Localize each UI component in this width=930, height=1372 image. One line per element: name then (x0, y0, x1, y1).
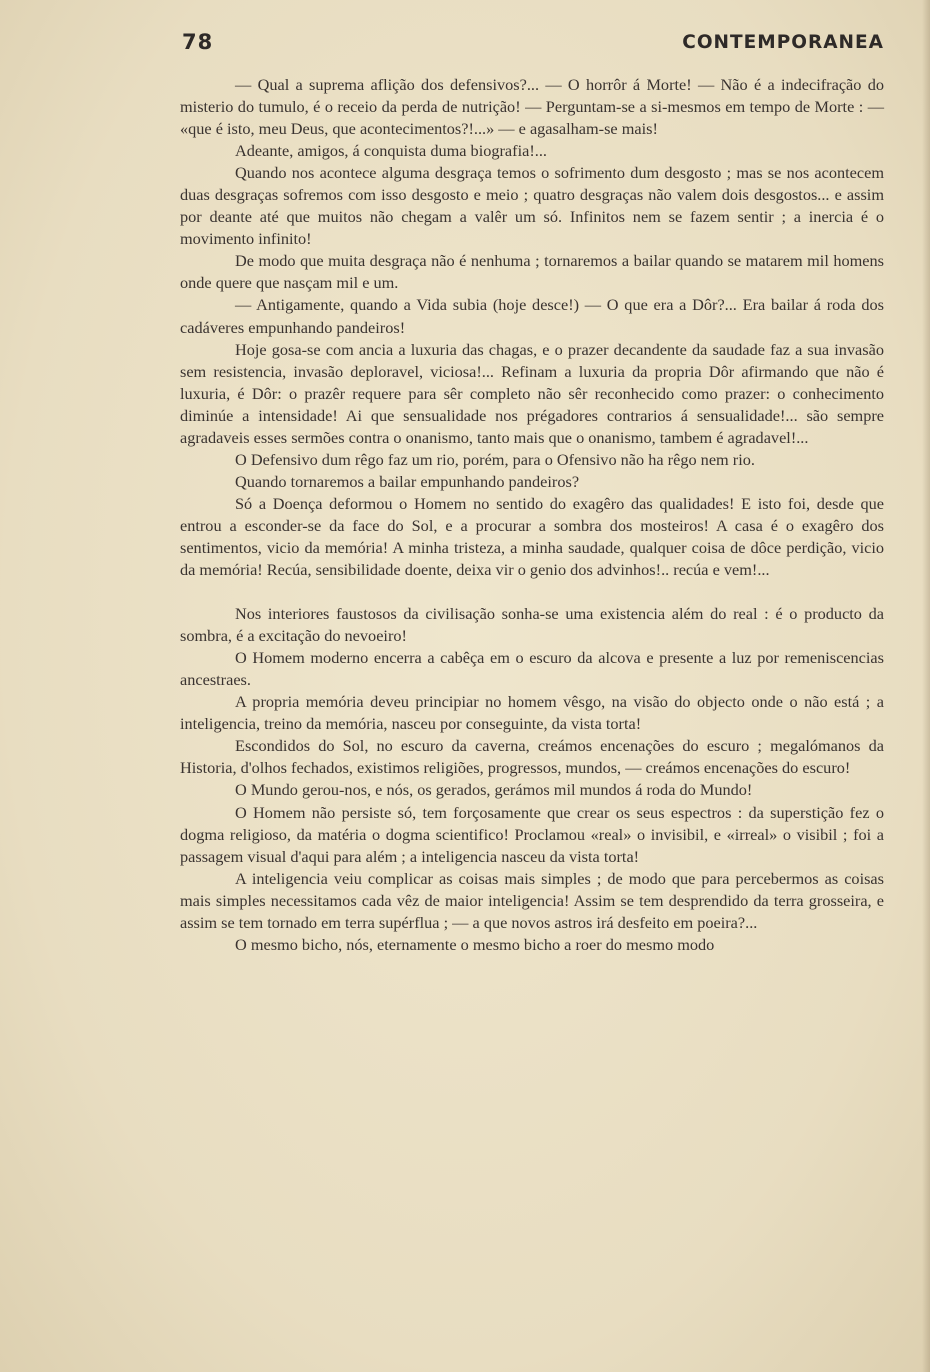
paragraph: Só a Doença deformou o Homem no sentido do exagêro das qualidades! E isto foi, desde que entrou a esconder-se da face do Sol, e a procurar a sombra dos mosteiros! A casa é o exagêro dos sentimentos, vicio da memória! A minha tristeza, a minha saudade, qualquer coisa de dôce perdição, vicio da memória! Recúa, sensibilidade doente, deixa vir o genio dos advinhos!.. recúa e vem!... (180, 493, 884, 580)
section-2 (180, 603, 884, 956)
section-break (180, 581, 884, 603)
paragraph: O Defensivo dum rêgo faz um rio, porém, para o Ofensivo não ha rêgo nem rio. (235, 449, 755, 469)
paragraph: Quando nos acontece alguma desgraça temos o sofrimento dum desgosto ; mas se nos acontecem duas desgraças sofremos com isso desgosto e meio ; quatro desgraças não valem dois desgostos... e assim por deante até que muitos não chegam a valêr um só. Infinitos nem se fazem sentir ; a inercia é o movimento infinito! (180, 163, 884, 249)
paragraph: De modo que muita desgraça não é nenhuma ; tornaremos a bailar quando se matarem mil homens onde quere que nasçam mil e um. (180, 251, 884, 293)
paragraph: O Mundo gerou-nos, e nós, os gerados, gerámos mil mundos á roda do Mundo! (235, 780, 753, 800)
paragraph: — Antigamente, quando a Vida subia (hoje desce!) — O que era a Dôr?... Era bailar á roda dos cadáveres empunhando pandeiros! (180, 295, 884, 337)
page-edge-shadow (922, 0, 930, 1372)
paragraph: O mesmo bicho, nós, eternamente o mesmo bicho a roer do mesmo modo (235, 934, 715, 954)
running-title: CONTEMPORANEA (682, 32, 884, 53)
section-1 (180, 74, 884, 581)
paragraph: Hoje gosa-se com ancia a luxuria das chagas, e o prazer decandente da saudade faz a sua invasão sem resistencia, invasão deploravel, viciosa!... Refinam a luxuria da propria Dôr afirmando que não é luxuria, é Dôr: o prazêr requere para sêr completo não sêr reconhecido como prazer: o conhecimento diminúe a intensidade! Ai que sensualidade nos prégadores contrarios á sensualidade!... são sempre agradaveis esses sermões contra o onanismo, tanto mais que o onanismo, tambem é agradavel!... (180, 339, 884, 447)
paragraph: O Homem moderno encerra a cabêça em o escuro da alcova e presente a luz por remeniscencias ancestraes. (180, 648, 884, 690)
page-header (182, 30, 884, 60)
paragraph: Quando tornaremos a bailar empunhando pandeiros? (235, 471, 580, 491)
paragraph: Nos interiores faustosos da civilisação sonha-se uma existencia além do real : é o producto da sombra, é a excitação do nevoeiro! (180, 604, 884, 646)
paragraph: A inteligencia veiu complicar as coisas mais simples ; de modo que para percebermos as coisas mais simples necessitamos cada vêz de maior inteligencia! Assim se tem desprendido da terra grosseira, e assim se tem tornado em terra supérflua ; — a que novos astros irá desfeito em poeira?... (180, 868, 884, 932)
paragraph: Adeante, amigos, á conquista duma biografia!... (235, 141, 547, 161)
paragraph: O Homem não persiste só, tem forçosamente que crear os seus espectros : da superstição fez o dogma religioso, da matéria o dogma scientifico! Proclamou «real» o invisibil, e «irreal» o visibil ; foi a passagem visual d'aqui para além ; a inteligencia nasceu da vista torta! (180, 802, 884, 866)
page-number: 78 (182, 30, 214, 54)
paragraph: Escondidos do Sol, no escuro da caverna, creámos encenações do escuro ; megalómanos da Historia, d'olhos fechados, existimos religiões, progressos, mundos, — creámos encenações do escuro! (180, 736, 884, 778)
paragraph: A propria memória deveu principiar no homem vêsgo, na visão do objecto onde o não está ; a inteligencia, treino da memória, nasceu por conseguinte, da vista torta! (180, 692, 884, 734)
paragraph: — Qual a suprema aflição dos defensivos?... — O horrôr á Morte! — Não é a indecifração do misterio do tumulo, é o receio da perda de nutrição! — Perguntam-se a si-mesmos em tempo de Morte : — «que é isto, meu Deus, que acontecimentos?!...» — e agasalham-se mais! (180, 75, 884, 139)
body-text (180, 74, 884, 956)
